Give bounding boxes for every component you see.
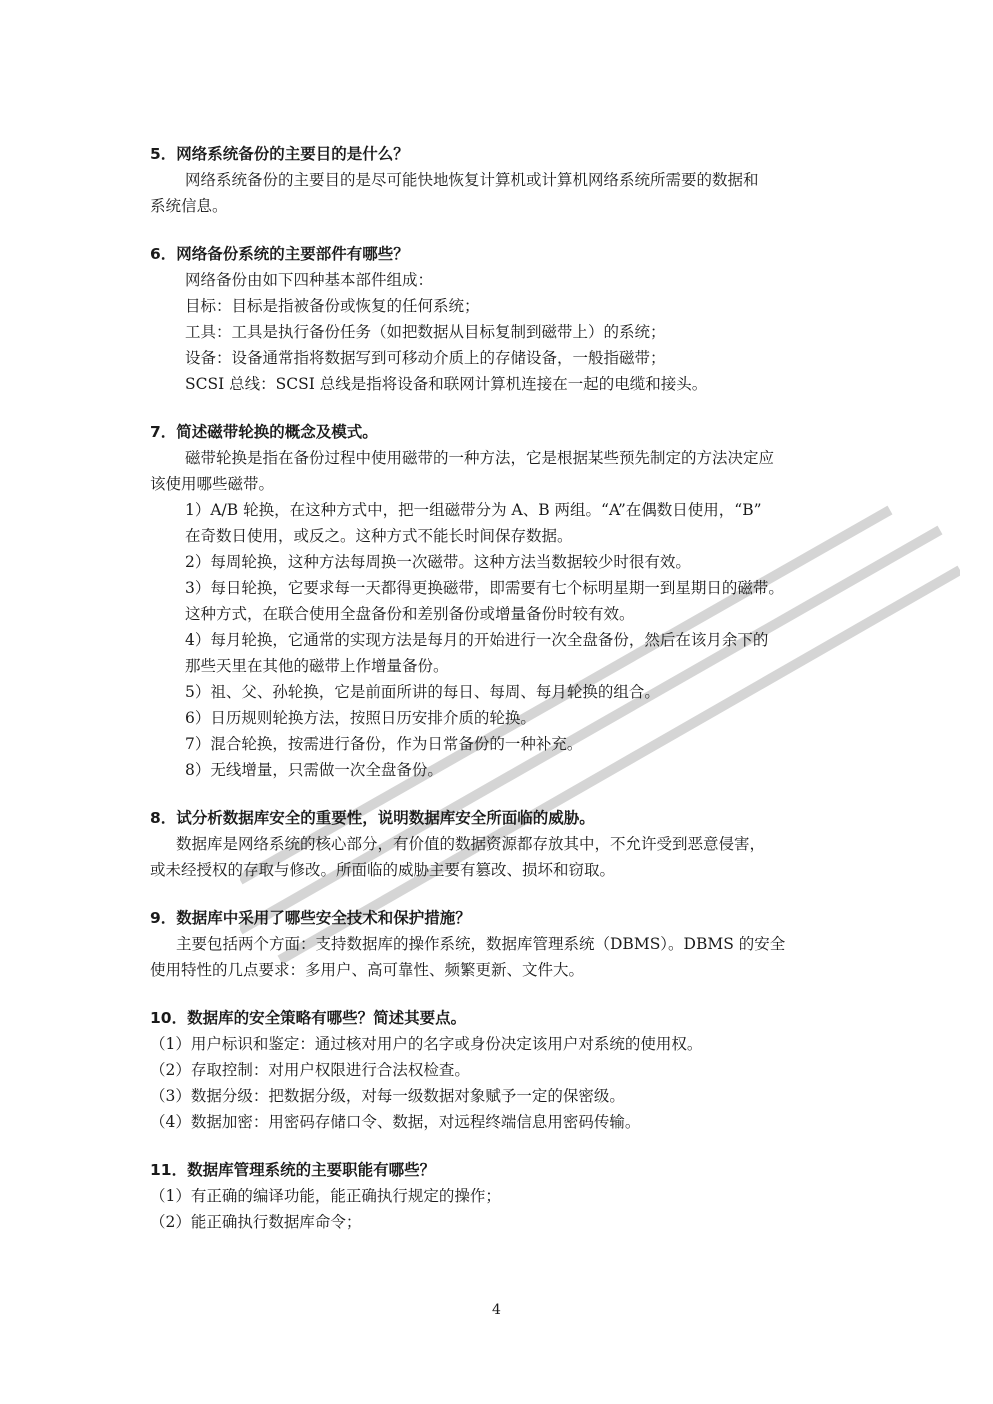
answer-paragraph: 工具：工具是执行备份任务（如把数据从目标复制到磁带上）的系统； <box>185 323 666 341</box>
page-number: 4 <box>492 1302 501 1318</box>
question-10 <box>150 1006 850 1135</box>
question-7 <box>150 420 850 783</box>
question-5 <box>150 142 850 219</box>
answer-paragraph: 或未经授权的存取与修改。所面临的威胁主要有篡改、损坏和窃取。 <box>150 861 616 879</box>
answer-paragraph: （1）有正确的编译功能，能正确执行规定的操作； <box>150 1187 501 1205</box>
question-8 <box>150 806 850 883</box>
answer-paragraph: 网络系统备份的主要目的是尽可能快地恢复计算机或计算机网络系统所需要的数据和 <box>185 171 759 189</box>
answer-paragraph: 8）无线增量，只需做一次全盘备份。 <box>185 761 443 779</box>
answer-paragraph: 主要包括两个方面：支持数据库的操作系统，数据库管理系统（DBMS）。DBMS 的安全 <box>176 935 786 953</box>
answer-paragraph: 在奇数日使用，或反之。这种方式不能长时间保存数据。 <box>185 527 573 545</box>
question-8-title: 8．试分析数据库安全的重要性，说明数据库安全所面临的威胁。 <box>150 809 595 827</box>
document-body <box>150 142 850 1258</box>
answer-paragraph: 2）每周轮换，这种方法每周换一次磁带。这种方法当数据较少时很有效。 <box>185 553 691 571</box>
question-5-title: 5．网络系统备份的主要目的是什么？ <box>150 145 409 163</box>
answer-paragraph: （1）用户标识和鉴定：通过核对用户的名字或身份决定该用户对系统的使用权。 <box>150 1035 703 1053</box>
answer-paragraph: 该使用哪些磁带。 <box>150 475 275 493</box>
answer-paragraph: 设备：设备通常指将数据写到可移动介质上的存储设备，一般指磁带； <box>185 349 666 367</box>
answer-paragraph: SCSI 总线：SCSI 总线是指将设备和联网计算机连接在一起的电缆和接头。 <box>185 375 708 393</box>
answer-paragraph: 1）A/B 轮换，在这种方式中，把一组磁带分为 A、B 两组。“A”在偶数日使用，“B” <box>185 501 762 519</box>
answer-paragraph: （3）数据分级：把数据分级，对每一级数据对象赋予一定的保密级。 <box>150 1087 625 1105</box>
answer-paragraph: 这种方式，在联合使用全盘备份和差别备份或增量备份时较有效。 <box>185 605 635 623</box>
answer-paragraph: 5）祖、父、孙轮换，它是前面所讲的每日、每周、每月轮换的组合。 <box>185 683 660 701</box>
answer-paragraph: 磁带轮换是指在备份过程中使用磁带的一种方法，它是根据某些预先制定的方法决定应 <box>185 449 775 467</box>
question-9-title: 9．数据库中采用了哪些安全技术和保护措施？ <box>150 909 471 927</box>
question-6 <box>150 242 850 397</box>
answer-paragraph: 使用特性的几点要求：多用户、高可靠性、频繁更新、文件大。 <box>150 961 585 979</box>
answer-paragraph: 系统信息。 <box>150 197 228 215</box>
question-7-title: 7．简述磁带轮换的概念及模式。 <box>150 423 378 441</box>
question-10-title: 10．数据库的安全策略有哪些？简述其要点。 <box>150 1009 467 1027</box>
answer-paragraph: 6）日历规则轮换方法，按照日历安排介质的轮换。 <box>185 709 536 727</box>
answer-paragraph: 4）每月轮换，它通常的实现方法是每月的开始进行一次全盘备份，然后在该月余下的 <box>185 631 769 649</box>
question-6-title: 6．网络备份系统的主要部件有哪些？ <box>150 245 409 263</box>
answer-paragraph: 3）每日轮换，它要求每一天都得更换磁带，即需要有七个标明星期一到星期日的磁带。 <box>185 579 784 597</box>
answer-paragraph: 网络备份由如下四种基本部件组成： <box>185 271 434 289</box>
question-9 <box>150 906 850 983</box>
answer-paragraph: 7）混合轮换，按需进行备份，作为日常备份的一种补充。 <box>185 735 583 753</box>
answer-paragraph: （2）存取控制：对用户权限进行合法权检查。 <box>150 1061 470 1079</box>
answer-paragraph: 数据库是网络系统的核心部分，有价值的数据资源都存放其中，不允许受到恶意侵害， <box>176 835 766 853</box>
answer-paragraph: （2）能正确执行数据库命令； <box>150 1213 362 1231</box>
question-11-title: 11．数据库管理系统的主要职能有哪些？ <box>150 1161 436 1179</box>
answer-paragraph: 目标：目标是指被备份或恢复的任何系统； <box>185 297 480 315</box>
answer-paragraph: （4）数据加密：用密码存储口令、数据，对远程终端信息用密码传输。 <box>150 1113 641 1131</box>
answer-paragraph: 那些天里在其他的磁带上作增量备份。 <box>185 657 449 675</box>
question-11 <box>150 1158 850 1235</box>
